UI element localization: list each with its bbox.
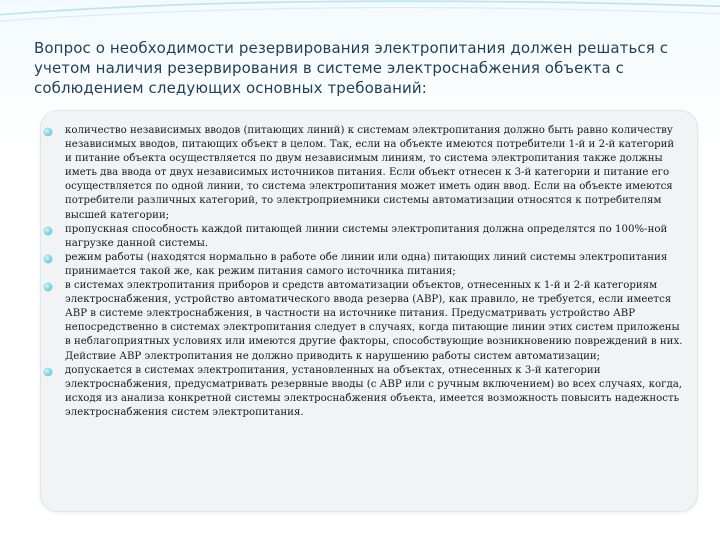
list-item [44,251,684,279]
slide-title: Вопрос о необходимости резервирования электропитания должен решаться с учетом наличия резервирования в системе электроснабжения объекта с соблюдением следующих основных требований: [34,39,669,97]
list-item-text: в системах электропитания приборов и средств автоматизации объектов, отнесенных к 1-й и 2-й категориям электроснабжения, устройство автоматического ввода резерва (АВР), как правило, не требуется, если имеется АВР в системе электроснабжения, в частности на источнике питания. Предусматривать устройство АВР непосредственно в системах электропитания следует в случаях, когда питающие линии этих систем приложены в неблагоприятных условиях или имеются другие факторы, способствующие возникновению повреждений в них. Действие АВР электропитания не должно приводить к нарушению работы систем автоматизации; [65,280,683,362]
list-item [44,124,684,223]
round-teal-bullet-icon [44,128,52,136]
round-teal-bullet-icon [44,368,52,376]
list-item [44,279,684,364]
round-teal-bullet-icon [44,227,52,235]
list-item-text: пропускная способность каждой питающей линии системы электропитания должна определятся по 100%-ной нагрузке данной системы. [65,223,668,249]
round-teal-bullet-icon [44,255,52,263]
list-item-text: количество независимых вводов (питающих линий) к системам электропитания должно быть равно количеству независимых вводов, питающих объект в целом. Так, если на объекте имеются потребители 1-й и 2-й категорий и питание объекта осуществляется по двум независимым линиям, то система электропитания также должны иметь два ввода от двух независимых источников питания. Если объект отнесен к 3-й категории и питание его осуществляется по одной линии, то система электропитания может иметь один ввод. Если на объекте имеются потребители различных категорий, то электроприемники системы автоматизации относятся к потребителям высшей категории; [65,125,675,221]
top-swoosh-decoration [0,0,720,34]
list-item [44,223,684,251]
round-teal-bullet-icon [44,283,52,291]
list-item-text: допускается в системах электропитания, установленных на объектах, отнесенных к 3-й категории электроснабжения, предусматривать резервные вводы (с АВР или с ручным включением) во всех случаях, когда, исходя из анализа конкретной системы электроснабжения объекта, имеется возможность повысить надежность электроснабжения систем электропитания. [65,364,683,418]
list-item [44,364,684,420]
bullet-list [44,124,684,420]
list-item-text: режим работы (находятся нормально в работе обе линии или одна) питающих линий системы электропитания принимается такой же, как режим питания самого источника питания; [65,251,668,277]
